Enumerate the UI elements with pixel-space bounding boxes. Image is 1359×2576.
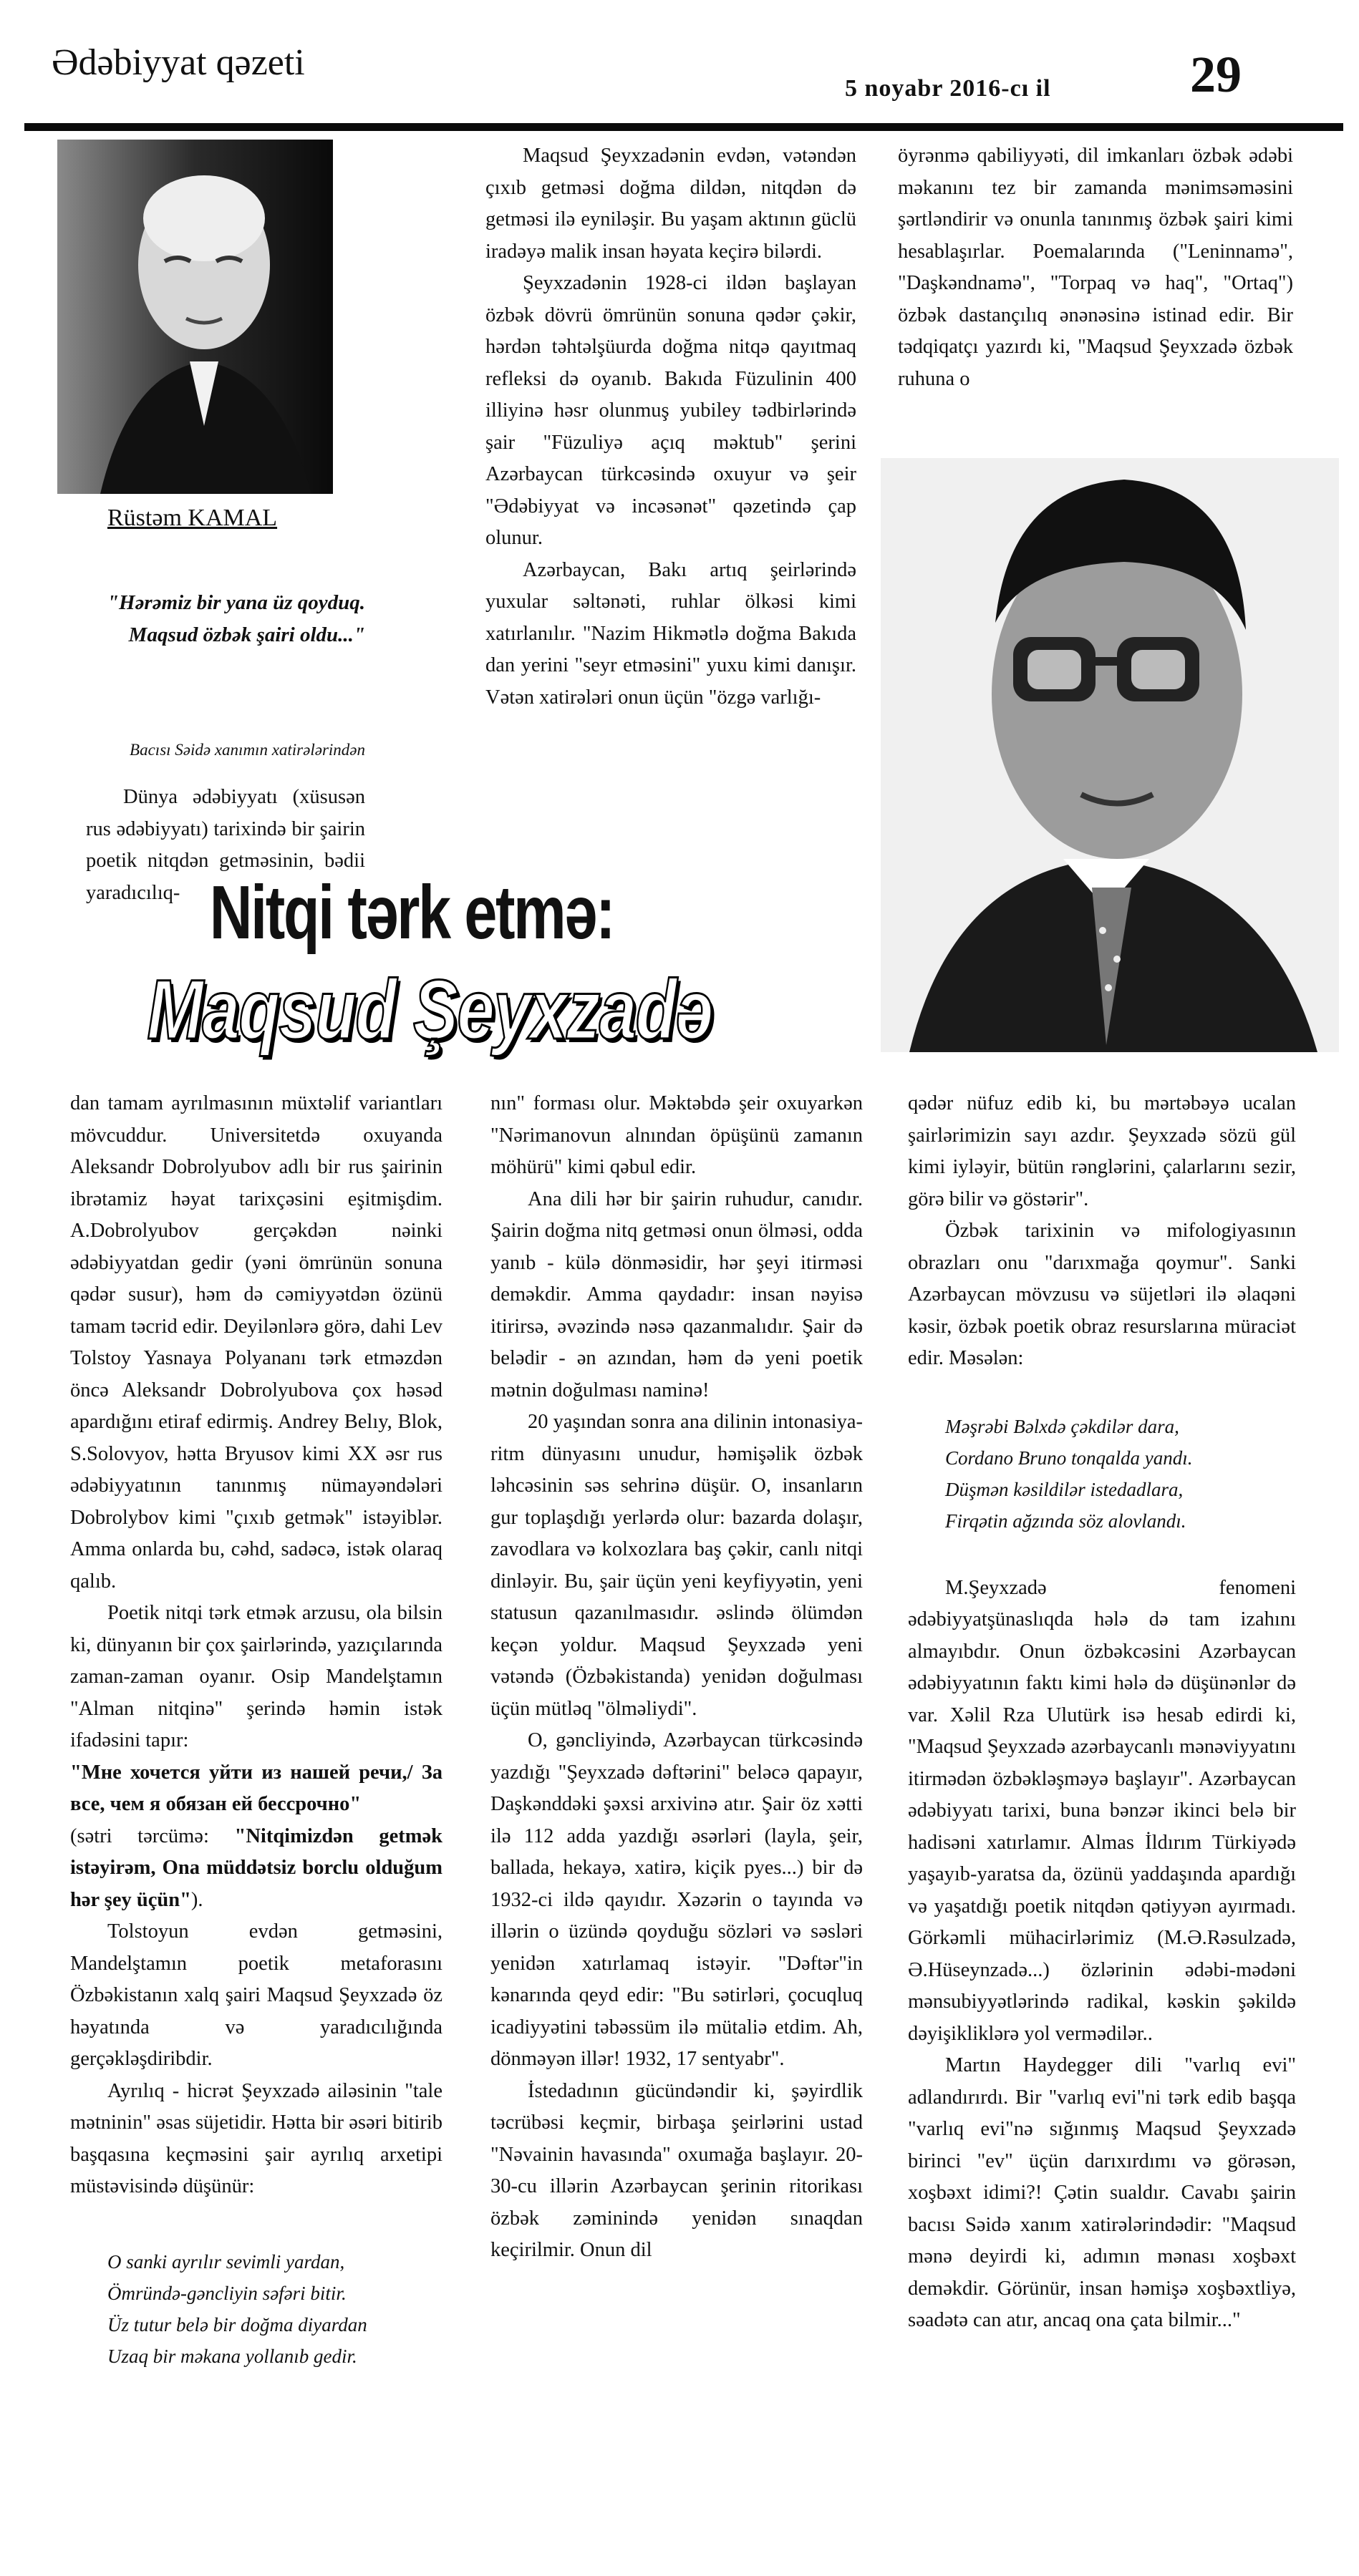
paragraph: qədər nüfuz edib ki, bu mərtəbəyə ucalan şairlərimizin sayı azdır. Şeyxzadə sözü gül kimi iyləyir, bütün rənglərini, çalarlarını sezir, görə bilir və göstərir". xyxy=(908,1092,1296,1210)
paragraph: Ana dili hər bir şairin ruhudur, canıdır. Şairin doğma nitq getməsi onun ölməsi, odda yanıb - külə dönməsidir, hər şeyi itirməsi deməkdir. Amma qaydadır: insan nəyisə itirirsə, əvəzində nəsə qazanmalıdır. Şair də belədir - ən azından, həm də yeni poetik mətnin doğulması naminə! xyxy=(490,1187,863,1401)
poem-line: Firqətin ağzında söz alovlandı. xyxy=(945,1510,1186,1532)
translation-paragraph xyxy=(70,1821,442,1917)
paragraph: M.Şeyxzadə fenomeni ədəbiyyatşünaslıqda hələ də tam izahını almayıbdır. Onun özbəkcəsini Azərbaycan ədəbiyyatının faktı kimi hələ də düşünənlər də var. Xəlil Rza Ulutürk isə hesab edirdi ki, "Maqsud Şeyxzadə azərbaycanlı mənəviyyatını itirmədən özbəkləşməyə başlayır". Azərbaycan ədəbiyyatı tarixi, buna bənzər ikinci belə bir hadisəni xatırlamır. Almas İldırım Türkiyədə yaşayıb-yaratsa da, özünü yaddaşında apardığı və yaşatdığı poetik nitqdən qətiyyən ayırmadı. Görkəmli mühacirlərimiz (M.Ə.Rəsulzadə, Ə.Hüseynzadə...) özlərinin ədəbi-mədəni mənsubiyyətlərində radikal, kəskin şəkildə dəyişikliklərə yol vermədilər.. xyxy=(908,1576,1296,2045)
translation-prefix: (sətri tərcümə: xyxy=(70,1824,235,1847)
paragraph: Ayrılıq - hicrət Şeyxzadə ailəsinin "tale mətninin" əsas süjetidir. Hətta bir əsəri bitirib başqasına keçməsini şair ayrılıq arxetipi müstəvisində düşünür: xyxy=(70,2079,442,2197)
epigraph-line-1: "Hərəmiz bir yana üz qoyduq. xyxy=(107,591,365,614)
russian-quote: "Мне хочется уйти из нашей речи,/ За все, чем я обязан ей бессрочно" xyxy=(70,1761,442,1815)
headline-main: Nitqi tərk etmə: xyxy=(209,870,614,955)
epigraph-source: Bacısı Səidə xanımın xatirələrindən xyxy=(130,741,365,759)
page-number: 29 xyxy=(1190,46,1242,103)
poem-line: Düşmən kəsildilər istedadlara, xyxy=(945,1478,1184,1500)
paragraph: dan tamam ayrılmasının müxtəlif variantları mövcuddur. Universitetdə oxuyanda Aleksandr Dobrolyubov adlı bir rus şairinin ibrətamiz həyat tarixçəsini eşitmişdim. A.Dobrolyubov gerçəkdən nəinki ədəbiyyatdan gedir (yəni ömrünün sonuna qədər susur), həm də cəmiyyətdən özünü tamam təcrid edir. Deyilənlərə görə, dahi Lev Tolstoy Yasnaya Polyananı tərk etməzdən öncə Aleksandr Dobrolyubova çox həsəd apardığını etiraf edirmiş. Andrey Belıy, Blok, S.Solovyov, hətta Bryusov kimi XX əsr rus ədəbiyyatının tanınmış nümayəndələri Dobrolybov kimi "çıxıb getmək" istəyiblər. Amma onlarda bu, cəhd, sadəcə, istək olaraq qalıb. xyxy=(70,1092,442,1593)
intro-paragraph: Dünya ədəbiyyatı (xüsusən rus ədəbiyyatı) tarixində bir şairin poetik nitqdən getməsinin, bədii yaradıcılıq- xyxy=(86,786,365,904)
top-middle-column xyxy=(485,140,856,714)
poem-line: Məşrəbi Bəlxdə çəkdilər dara, xyxy=(945,1415,1179,1437)
bottom-column-2 xyxy=(490,1088,863,2267)
poem-line: O sanki ayrılır sevimli yardan, xyxy=(107,2250,345,2273)
poem-stanza-1 xyxy=(70,2246,442,2372)
poem-line: Cordano Bruno tonqalda yandı. xyxy=(945,1447,1193,1469)
author-portrait-icon xyxy=(57,140,333,494)
paragraph: Özbək tarixinin və mifologiyasının obrazları onu "darıxmağa qoymur". Sanki Azərbaycan mövzusu və süjetləri ilə əlaqəni kəsir, özbək poetik obraz resurslarına müraciət edir. Məsələn: xyxy=(908,1220,1296,1369)
poet-portrait-icon xyxy=(881,458,1339,1052)
top-right-column xyxy=(898,140,1293,395)
newspaper-title: Ədəbiyyat qəzeti xyxy=(52,42,305,83)
paragraph: O, gəncliyində, Azərbaycan türkcəsində yazdığı "Şeyxzadə dəftərini" beləcə qapayır, Daşkənddəki şəxsi arxivinə atır. Şair öz xətti ilə 112 adda yazdığı əsərləri (layla, şeir, ballada, hekayə, xatirə, kiçik pyes...) bir də 1932-ci ildə qayıdır. Xəzərin o tayında və illərin o üzündə qoyduğu sözləri və səsləri yenidən xatırlamaq istəyir. "Dəftər"in kənarında qeyd edir: "Bu sətirləri, çocuqluq icadiyyətini təbəssüm ilə mütaliə etdim. Ah, dönməyən illər! 1932, 17 sentyabr". xyxy=(490,1729,863,2070)
paragraph: Poetik nitqi tərk etmək arzusu, ola bilsin ki, dünyanın bir çox şairlərində, yazıçılarında zaman-zaman oyanır. Osip Mandelştamın "Alman nitqinə" şerində həmin istək ifadəsini tapır: xyxy=(70,1602,442,1751)
poem-stanza-2 xyxy=(908,1411,1296,1537)
epigraph-line-2: Maqsud özbək şairi oldu..." xyxy=(128,623,365,646)
translation-suffix: ). xyxy=(190,1888,203,1911)
paragraph: 20 yaşından sonra ana dilinin intonasiya-ritm dünyasını unudur, həmişəlik özbək ləhcəsinin səs sehrinə düşür. O, insanların gur toplaşdığı yerlərdə olur: bazarda dolaşır, zavodlara və kolxozlara baş çəkir, canlı nitqi dinləyir. Bu, şair üçün yeni keyfiyyətin, yeni statusun qazanılmasıdır. əslində ölümdən keçən yoldur. Maqsud Şeyxzadə yeni vətəndə (Özbəkistanda) yenidən doğulması üçün mütləq "ölməliydi". xyxy=(490,1411,863,1720)
masthead-rule xyxy=(24,123,1343,131)
bottom-column-3 xyxy=(908,1088,1296,2337)
paragraph: Maqsud Şeyxzadənin evdən, vətəndən çıxıb getməsi doğma dildən, nitqdən də getməsi ilə eyniləşir. Bu yaşam aktının güclü iradəyə malik insan həyata keçirə bilərdi. xyxy=(485,145,856,263)
paragraph: Martın Haydegger dili "varlıq evi" adlandırırdı. Bir "varlıq evi"ni tərk edib başqa "varlıq evi"nə sığınmış Maqsud Şeyxzadə birinci "ev" üçün darıxırdımı və görəsən, xoşbəxt idimi?! Çətin sualdır. Cavabı şairin bacısı Səidə xanım xatirələrindədir: "Maqsud mənə deyirdi ki, adımın mənası xoşbəxt deməkdir. Görünür, insan həmişə xoşbəxtliyə, səadətə can atır, ancaq ona çata bilmir..." xyxy=(908,2054,1296,2331)
paragraph: Tolstoyun evdən getməsini, Mandelştamın poetik metaforasını Özbəkistanın xalq şairi Maqsud Şeyxzadə öz həyatında və yaradıcılığında gerçəkləşdiribdir. xyxy=(70,1920,442,2070)
poem-line: Üz tutur belə bir doğma diyardan xyxy=(107,2313,367,2336)
translation-text: "Nitqimizdən getmək istəyirəm, Ona müddətsiz borclu olduğum hər şey üçün" xyxy=(70,1824,442,1911)
poem-line: Uzaq bir məkana yollanıb gedir. xyxy=(107,2345,357,2367)
author-byline: Rüstəm KAMAL xyxy=(107,505,278,531)
paragraph: Şeyxzadənin 1928-ci ildən başlayan özbək dövrü ömrünün sonuna qədər çəkir, hərdən təhtəlşüurda doğma nitqə qayıtmaq refleksi də oyanıb. Bakıda Füzulinin 400 illiyinə həsr olunmuş yubiley tədbirlərində şair "Füzuliyə açıq məktub" şerini Azərbaycan türkcəsində oxuyur və şeir "Ədəbiyyat və incəsənət" qəzetində çap olunur. xyxy=(485,272,856,549)
paragraph: Azərbaycan, Bakı artıq şeirlərində yuxular səltənəti, ruhlar ölkəsi kimi xatırlanılır. "Nazim Hikmətlə doğma Bakıda dan yerini "seyr etməsini" yuxu kimi danışır. Vətən xatirələri onun üçün "özgə varlığı- xyxy=(485,558,856,709)
headline-subject: Maqsud Şeyxzadə xyxy=(147,963,712,1057)
epigraph-quote xyxy=(86,587,365,651)
issue-date: 5 noyabr 2016-cı il xyxy=(845,75,1051,102)
poet-photo xyxy=(881,458,1339,1052)
paragraph: öyrənmə qabiliyyəti, dil imkanları özbək ədəbi məkanını tez bir zamanda mənimsəməsini şərtləndirir və onunla tanınmış özbək şairi kimi hesablaşırlar. Poemalarında ("Leninnamə", "Daşkəndnamə", "Torpaq və haq", "Ortaq") özbək dastançılıq ənənəsinə istinad edir. Bir tədqiqatçı yazırdı ki, "Maqsud Şeyxzadə özbək ruhuna o xyxy=(898,145,1293,390)
author-photo xyxy=(57,140,333,494)
bottom-column-1 xyxy=(70,1088,442,2372)
poem-line: Ömründə-gəncliyin səfəri bitir. xyxy=(107,2282,347,2304)
paragraph: İstedadının gücündəndir ki, şəyirdlik təcrübəsi keçmir, birbaşa şeirlərini ustad "Nəvainin havasında" oxumağa başlayır. 20-30-cu illərin Azərbaycan şerinin ritorikası özbək zəminində yenidən sınaqdan keçirilmir. Onun dil xyxy=(490,2079,863,2261)
paragraph: nın" forması olur. Məktəbdə şeir oxuyarkən "Nərimanovun alnından öpüşünü zamanın möhürü" kimi qəbul edir. xyxy=(490,1092,863,1178)
